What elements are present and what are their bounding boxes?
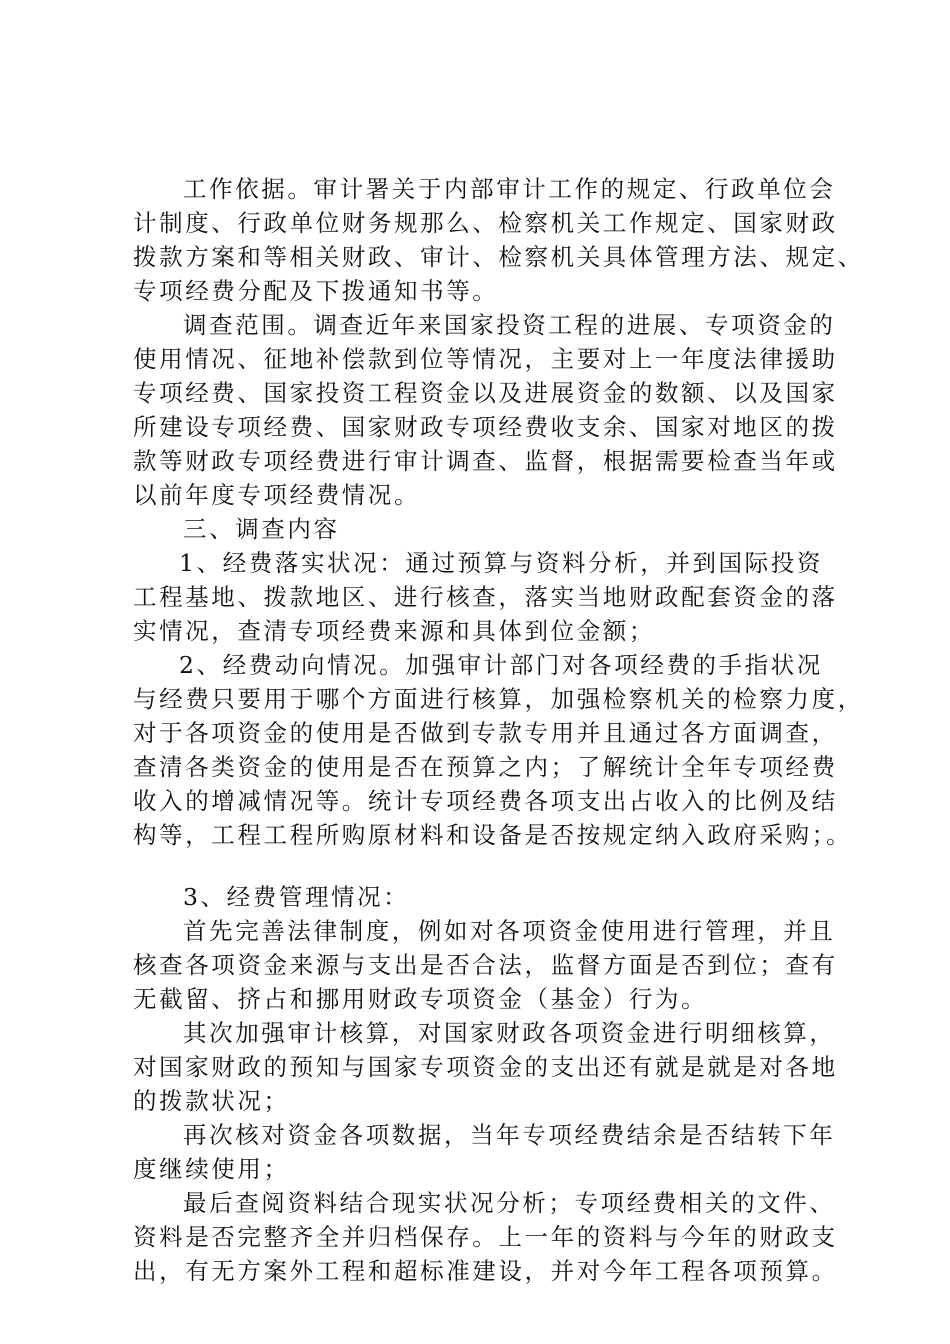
paragraph-last-line-3: 出，有无方案外工程和超标准建设，并对今年工程各项预算。 xyxy=(133,1257,838,1285)
paragraph-work-basis-line-4: 专项经费分配及下拨通知书等。 xyxy=(133,277,499,305)
item-3-heading: 3、经费管理情况： xyxy=(183,883,410,911)
item-2-line-4: 查清各类资金的使用是否在预算之内；了解统计全年专项经费 xyxy=(133,753,838,781)
paragraph-scope-line-2: 使用情况、征地补偿款到位等情况，主要对上一年度法律援助 xyxy=(133,345,838,373)
paragraph-second-line-1: 其次加强审计核算，对国家财政各项资金进行明细核算， xyxy=(183,1019,836,1047)
paragraph-work-basis-line-2: 计制度、行政单位财务规那么、检察机关工作规定、国家财政 xyxy=(133,209,838,237)
item-1-line-2: 工程基地、拨款地区、进行核查，落实当地财政配套资金的落 xyxy=(133,583,838,611)
paragraph-scope-line-5: 款等财政专项经费进行审计调查、监督，根据需要检查当年或 xyxy=(133,447,838,475)
paragraph-work-basis-line-3: 拨款方案和等相关财政、审计、检察机关具体管理方法、规定、 xyxy=(133,243,864,271)
paragraph-scope-line-1: 调查范围。调查近年来国家投资工程的进展、专项资金的 xyxy=(183,311,836,339)
paragraph-scope-line-6: 以前年度专项经费情况。 xyxy=(133,481,421,509)
item-1-line-3: 实情况，查清专项经费来源和具体到位金额； xyxy=(133,617,655,645)
item-2-line-6: 构等，工程工程所购原材料和设备是否按规定纳入政府采购；。 xyxy=(133,821,853,849)
paragraph-work-basis-line-1: 工作依据。审计署关于内部审计工作的规定、行政单位会 xyxy=(183,175,836,203)
item-2-line-2: 与经费只要用于哪个方面进行核算，加强检察机关的检察力度， xyxy=(133,685,864,713)
paragraph-second-line-3: 的拨款状况； xyxy=(133,1087,290,1115)
paragraph-scope-line-4: 所建设专项经费、国家财政专项经费收支余、国家对地区的拨 xyxy=(133,413,838,441)
paragraph-second-line-2: 对国家财政的预知与国家专项资金的支出还有就是就是对各地 xyxy=(133,1053,838,1081)
paragraph-last-line-1: 最后查阅资料结合现实状况分析；专项经费相关的文件、 xyxy=(183,1189,836,1217)
paragraph-first-line-1: 首先完善法律制度，例如对各项资金使用进行管理，并且 xyxy=(183,917,836,945)
item-2-line-3: 对于各项资金的使用是否做到专款专用并且通过各方面调查， xyxy=(133,719,838,747)
paragraph-first-line-2: 核查各项资金来源与支出是否合法，监督方面是否到位；查有 xyxy=(133,951,838,979)
paragraph-third-line-1: 再次核对资金各项数据，当年专项经费结余是否结转下年 xyxy=(183,1121,836,1149)
paragraph-last-line-2: 资料是否完整齐全并归档保存。上一年的资料与今年的财政支 xyxy=(133,1223,838,1251)
item-2-line-5: 收入的增减情况等。统计专项经费各项支出占收入的比例及结 xyxy=(133,787,838,815)
section-heading-survey-content: 三、调查内容 xyxy=(183,515,340,543)
paragraph-scope-line-3: 专项经费、国家投资工程资金以及进展资金的数额、以及国家 xyxy=(133,379,838,407)
paragraph-third-line-2: 度继续使用； xyxy=(133,1155,290,1183)
item-1-line-1: 1、经费落实状况：通过预算与资料分析，并到国际投资 xyxy=(179,549,823,577)
item-2-line-1: 2、经费动向情况。加强审计部门对各项经费的手指状况 xyxy=(179,651,823,679)
paragraph-first-line-3: 无截留、挤占和挪用财政专项资金（基金）行为。 xyxy=(133,985,708,1013)
